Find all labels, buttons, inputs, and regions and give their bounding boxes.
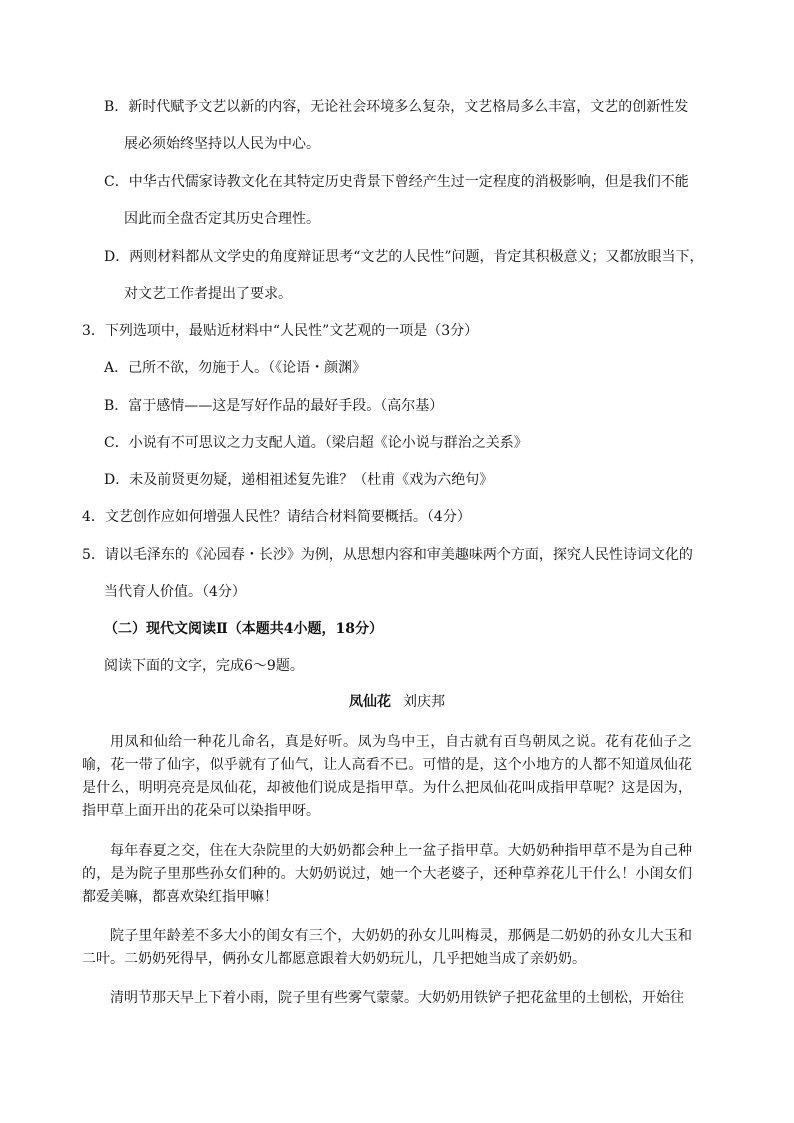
article-paragraph: 用凤和仙给一种花儿命名，真是好听。凤为鸟中王，自古就有百鸟朝凤之说。花有花仙子之喻，花一带了仙字，似乎就有了仙气，让人高看不已。可惜的是，这个小地方的人都不知道凤仙花是什么，明明亮亮是凤仙花，却被他们说成是指甲草。为什么把凤仙花叫成指甲草呢？这是因为，指甲草上面开出的花朵可以染指甲呀。 [82,734,692,819]
article-paragraph: 院子里年龄差不多大小的闺女有三个，大奶奶的孙女儿叫梅灵，那俩是二奶奶的孙女儿大玉和二叶。二奶奶死得早，俩孙女儿都愿意跟着大奶奶玩儿，几乎把她当成了亲奶奶。 [82,928,692,967]
article-title-line [0,692,794,712]
q3-option-c: C．小说有不可思议之力支配人道。（梁启超《论小说与群治之关系》 [104,435,528,451]
q2-option-d-line2: 对文艺工作者提出了要求。 [124,286,292,302]
section-instruction: 阅读下面的文字，完成6～9题。 [104,658,304,674]
article-title: 凤仙花 [349,694,391,710]
q3-option-a: A．己所不欲，勿施于人。（《论语・颜渊》 [104,360,367,376]
q2-option-b-line1: B．新时代赋予文艺以新的内容，无论社会环境多么复杂，文艺格局多么丰富，文艺的创新性发 [104,99,689,115]
article-paragraph: 每年春夏之交，住在大杂院里的大奶奶都会种上一盆子指甲草。大奶奶种指甲草不是为自己种的，是为院子里那些孙女们种的。大奶奶说过，她一个大老婆子，还种草养花儿干什么！小闺女们都爱美嘛，都喜欢染红指甲嘛！ [82,843,692,905]
q5-stem-line2: 当代育人价值。（4分） [104,584,246,600]
q4-stem: 4．文艺创作应如何增强人民性？请结合材料简要概括。（4分） [82,509,471,525]
article-paragraph: 清明节那天早上下着小雨，院子里有些雾气蒙蒙。大奶奶用铁铲子把花盆里的土刨松，开始往 [110,990,684,1006]
section-heading: （二）现代文阅读Ⅱ（本题共4小题，18分） [104,621,384,637]
q3-option-b: B．富于感情——这是写好作品的最好手段。（高尔基） [104,398,444,414]
q2-option-c-line1: C．中华古代儒家诗教文化在其特定历史背景下曾经产生过一定程度的消极影响，但是我们不能 [104,174,689,190]
q2-option-c-line2: 因此而全盘否定其历史合理性。 [124,211,320,227]
article-author: 刘庆邦 [403,694,445,710]
q2-option-b-line2: 展必须始终坚持以人民为中心。 [124,136,320,152]
q3-option-d: D．未及前贤更勿疑，递相祖述复先谁？（杜甫《戏为六绝句》 [104,472,494,488]
q2-option-d-line1: D．两则材料都从文学史的角度辩证思考“文艺的人民性”问题，肯定其积极意义；又都放眼当下， [104,249,704,265]
q3-stem: 3．下列选项中，最贴近材料中“人民性”文艺观的一项是（3分） [82,323,479,339]
q5-stem-line1: 5．请以毛泽东的《沁园春・长沙》为例，从思想内容和审美趣味两个方面，探究人民性诗词文化的 [82,547,693,563]
